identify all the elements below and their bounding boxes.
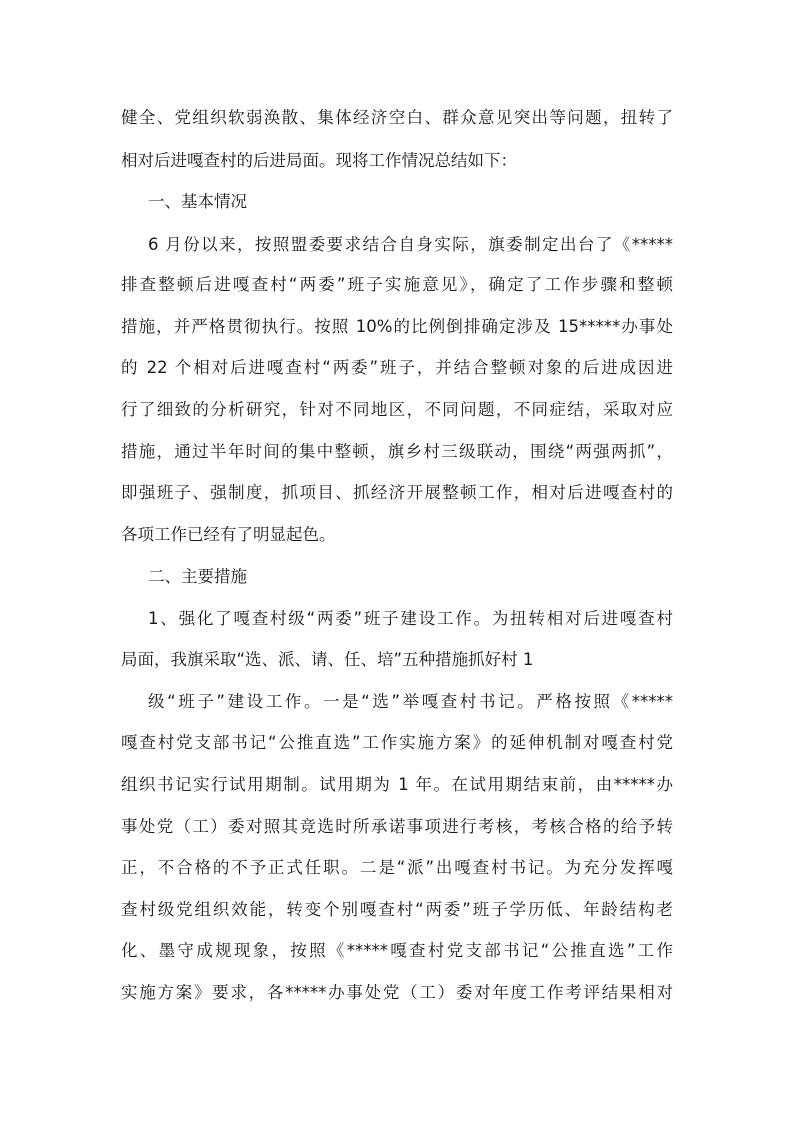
paragraph-line: 健全、党组织软弱涣散、集体经济空白、群众意见突出等问题，扭转了: [121, 108, 673, 127]
paragraph-line: 局面，我旗采取“选、派、请、任、培”五种措施抓好村 1: [121, 650, 534, 669]
paragraph-line: 各项工作已经有了明显起色。: [121, 525, 336, 544]
paragraph-line: 行了细致的分析研究，针对不同地区，不同问题，不同症结，采取对应: [121, 400, 673, 419]
paragraph-line: 事处党（工）委对照其竞选时所承诺事项进行考核，考核合格的给予转: [121, 817, 673, 836]
paragraph-line: 措施，并严格贯彻执行。按照 10%的比例倒排确定涉及 15*****办事处: [121, 317, 673, 336]
section-heading: 一、基本情况: [148, 192, 247, 211]
paragraph-line: 排查整顿后进嘎查村“两委”班子实施意见》，确定了工作步骤和整顿: [121, 275, 673, 294]
paragraph-line: 级“班子”建设工作。一是“选”举嘎查村书记。严格按照《*****: [148, 692, 673, 711]
paragraph-line: 化、墨守成规现象，按照《*****嘎查村党支部书记“公推直选”工作: [121, 941, 673, 960]
paragraph-line: 1、强化了嘎查村级“两委”班子建设工作。为扭转相对后进嘎查村: [148, 609, 673, 628]
paragraph-line: 即强班子、强制度，抓项目、抓经济开展整顿工作，相对后进嘎查村的: [121, 483, 673, 502]
paragraph-line: 6 月份以来，按照盟委要求结合自身实际，旗委制定出台了《*****: [148, 235, 673, 254]
paragraph-line: 组织书记实行试用期制。试用期为 1 年。在试用期结束前，由*****办: [121, 775, 673, 794]
section-heading: 二、主要措施: [148, 567, 247, 586]
paragraph-line: 的 22 个相对后进嘎查村“两委”班子，并结合整顿对象的后进成因进: [121, 358, 673, 377]
paragraph-line: 正，不合格的不予正式任职。二是“派”出嘎查村书记。为充分发挥嘎: [121, 858, 673, 877]
paragraph-line: 查村级党组织效能，转变个别嘎查村“两委”班子学历低、年龄结构老: [121, 900, 673, 919]
paragraph-line: 相对后进嘎查村的后进局面。现将工作情况总结如下：: [121, 151, 517, 170]
paragraph-line: 嘎查村党支部书记“公推直选”工作实施方案》的延伸机制对嘎查村党: [121, 733, 673, 752]
paragraph-line: 措施，通过半年时间的集中整顿，旗乡村三级联动，围绕“两强两抓”，: [121, 442, 673, 461]
paragraph-line: 实施方案》要求，各*****办事处党（工）委对年度工作考评结果相对: [121, 983, 673, 1002]
